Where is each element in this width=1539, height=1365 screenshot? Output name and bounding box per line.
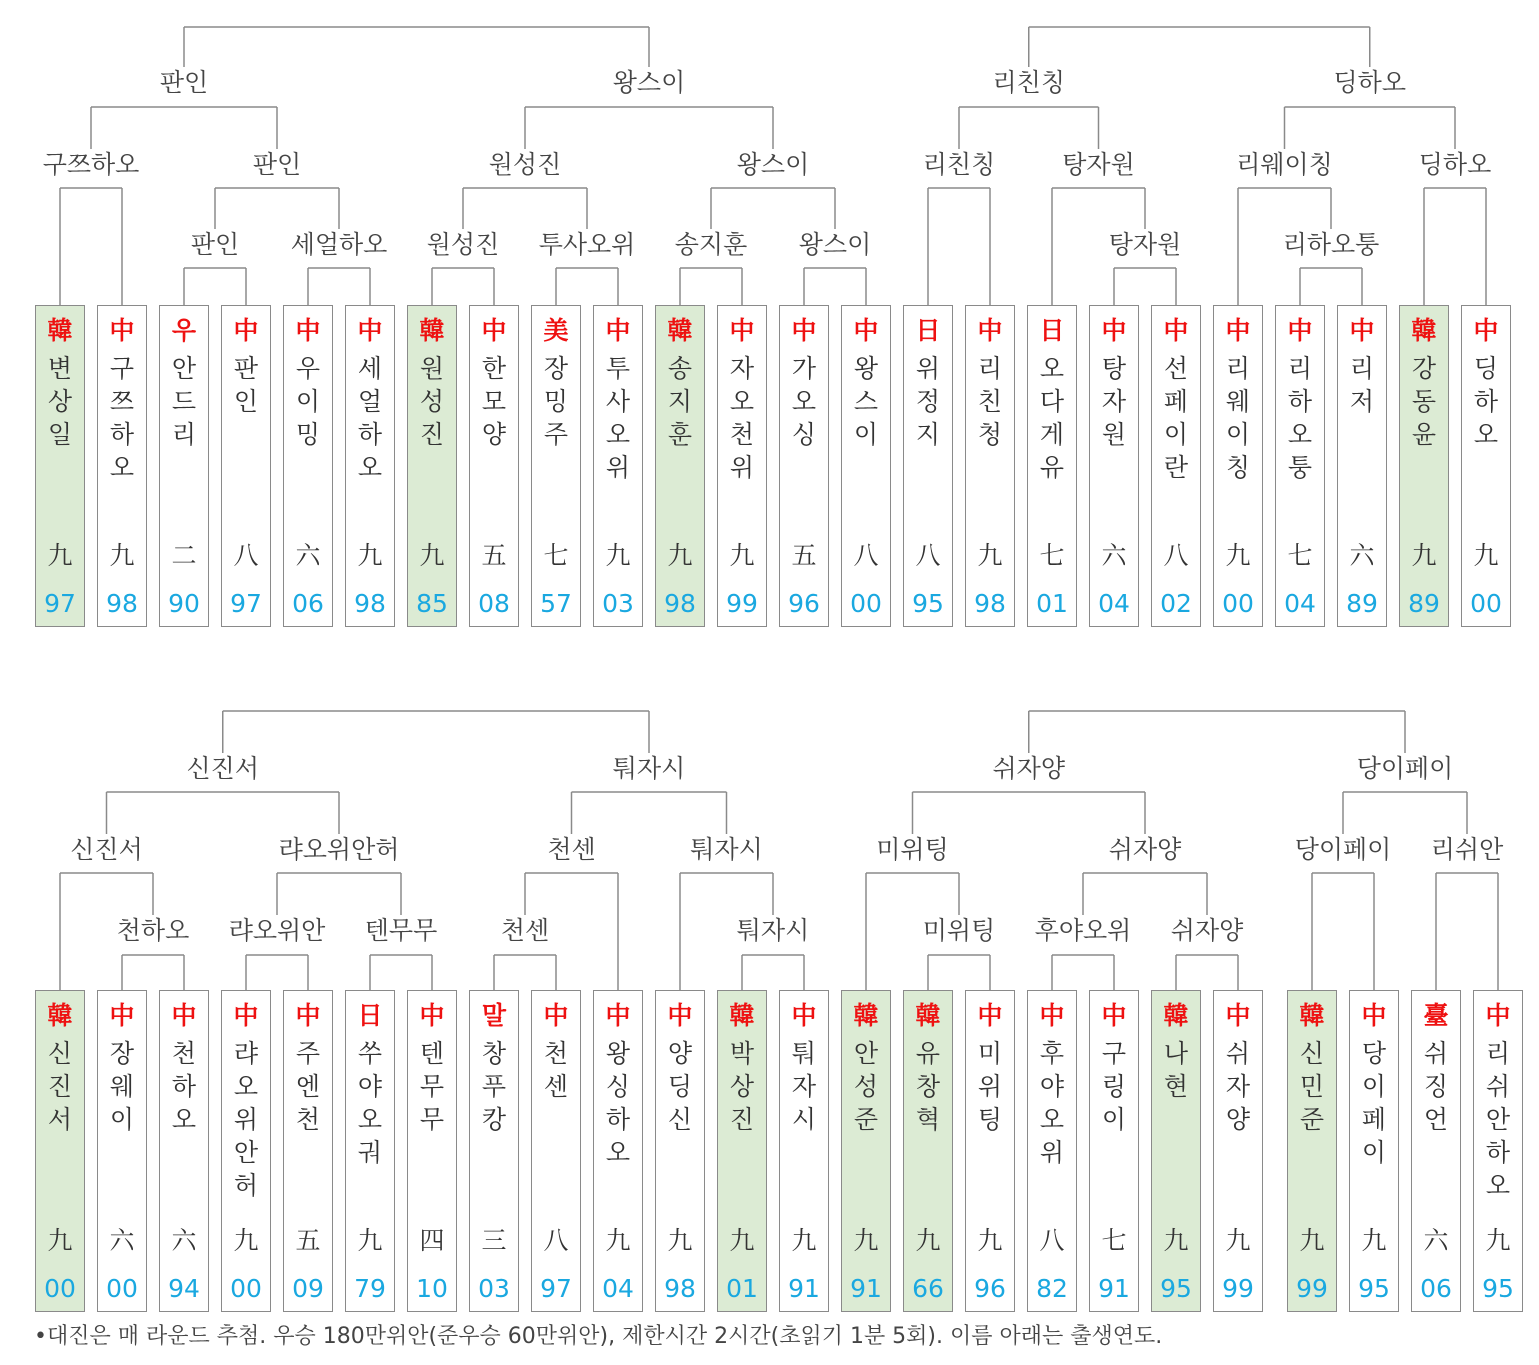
player-rank: 六	[109, 1226, 135, 1255]
player-card	[1411, 990, 1461, 1312]
player-rank: 九	[977, 541, 1003, 570]
player-rank: 七	[1287, 541, 1313, 570]
player-rank: 九	[419, 541, 445, 570]
player-rank: 九	[791, 1226, 817, 1255]
player-rank: 九	[109, 541, 135, 570]
player-name: 구 링 이	[1101, 1039, 1127, 1134]
country-flag: 우	[171, 316, 197, 345]
birth-year: 96	[788, 589, 820, 618]
birth-year: 00	[1222, 589, 1254, 618]
player-card	[1213, 990, 1263, 1312]
round2-winner: 당이페이	[1294, 835, 1392, 864]
player-card	[35, 305, 85, 627]
birth-year: 95	[912, 589, 944, 618]
player-rank: 九	[47, 1226, 73, 1255]
birth-year: 10	[416, 1274, 448, 1303]
player-name: 후 야 오 위	[1039, 1039, 1065, 1167]
round2-winner: 왕스이	[736, 150, 810, 179]
player-card	[965, 990, 1015, 1312]
round3-winner: 퉈자시	[612, 754, 686, 783]
country-flag: 臺	[1423, 1001, 1449, 1030]
player-card	[221, 305, 271, 627]
player-rank: 九	[729, 541, 755, 570]
country-flag: 中	[109, 316, 135, 345]
player-rank: 八	[543, 1226, 569, 1255]
round1-winner: 탕자원	[1108, 230, 1182, 259]
player-card	[841, 990, 891, 1312]
player-card	[1089, 305, 1139, 627]
player-card	[159, 305, 209, 627]
player-name: 세 얼 하 오	[357, 354, 383, 482]
player-card	[345, 990, 395, 1312]
birth-year: 96	[974, 1274, 1006, 1303]
player-card	[1349, 990, 1399, 1312]
birth-year: 99	[1296, 1274, 1328, 1303]
round2-winner: 리친칭	[922, 150, 996, 179]
round2-winner: 판인	[252, 150, 302, 179]
player-name: 우 이 밍	[295, 354, 321, 449]
round2-winner: 천센	[547, 835, 596, 864]
player-card	[1027, 990, 1077, 1312]
player-rank: 六	[295, 541, 321, 570]
round1-winner: 텐무무	[364, 916, 438, 945]
round1-winner: 천센	[500, 916, 550, 945]
country-flag: 中	[543, 1001, 569, 1030]
player-name: 가 오 싱	[791, 354, 817, 449]
player-name: 리 친 청	[977, 354, 1003, 449]
country-flag: 韓	[47, 1001, 73, 1030]
birth-year: 82	[1036, 1274, 1068, 1303]
player-card	[779, 305, 829, 627]
country-flag: 中	[481, 316, 507, 345]
player-rank: 九	[667, 541, 693, 570]
player-rank: 九	[1361, 1226, 1387, 1255]
player-rank: 五	[481, 541, 507, 570]
player-card	[779, 990, 829, 1312]
country-flag: 中	[233, 1001, 259, 1030]
birth-year: 66	[912, 1274, 944, 1303]
round2-winner: 구쯔하오	[42, 150, 140, 179]
birth-year: 97	[44, 589, 76, 618]
country-flag: 中	[233, 316, 259, 345]
player-card	[531, 990, 581, 1312]
round1-winner: 투사오위	[538, 230, 636, 259]
country-flag: 日	[357, 1001, 383, 1030]
country-flag: 말	[481, 1001, 507, 1030]
player-name: 쉬 징 언	[1423, 1039, 1449, 1134]
player-name: 안 드 리	[171, 354, 197, 449]
round2-winner: 딩하오	[1418, 150, 1492, 179]
player-name: 양 딩 신	[667, 1039, 693, 1134]
player-name: 강 동 윤	[1411, 354, 1437, 449]
round1-winner: 왕스이	[798, 230, 872, 259]
birth-year: 09	[292, 1274, 324, 1303]
player-card	[531, 305, 581, 627]
player-name: 퉈 자 시	[791, 1039, 817, 1134]
birth-year: 01	[1036, 589, 1068, 618]
round3-winner: 신진서	[186, 754, 259, 783]
player-rank: 九	[605, 1226, 631, 1255]
country-flag: 中	[977, 316, 1003, 345]
country-flag: 中	[1101, 1001, 1127, 1030]
player-rank: 九	[1225, 1226, 1251, 1255]
birth-year: 91	[788, 1274, 820, 1303]
player-name: 당 이 페 이	[1361, 1039, 1387, 1167]
player-name: 유 창 혁	[915, 1039, 941, 1134]
country-flag: 中	[1361, 1001, 1387, 1030]
player-name: 미 위 팅	[977, 1039, 1003, 1134]
player-card	[1275, 305, 1325, 627]
country-flag: 中	[853, 316, 879, 345]
player-card	[407, 305, 457, 627]
player-rank: 九	[853, 1226, 879, 1255]
country-flag: 韓	[729, 1001, 755, 1030]
player-name: 창 푸 캉	[481, 1039, 507, 1134]
player-name: 송 지 훈	[667, 354, 693, 449]
player-rank: 三	[481, 1226, 507, 1255]
player-rank: 九	[1299, 1226, 1325, 1255]
birth-year: 04	[1098, 589, 1130, 618]
player-name: 딩 하 오	[1473, 354, 1499, 449]
player-rank: 九	[357, 1226, 383, 1255]
player-name: 판 인	[233, 354, 259, 416]
player-card	[283, 990, 333, 1312]
player-card	[1151, 990, 1201, 1312]
player-card	[159, 990, 209, 1312]
country-flag: 中	[295, 1001, 321, 1030]
player-name: 구 쯔 하 오	[109, 354, 135, 482]
country-flag: 韓	[419, 316, 445, 345]
player-name: 신 진 서	[47, 1039, 73, 1134]
player-name: 선 페 이 란	[1163, 354, 1189, 482]
player-name: 천 하 오	[171, 1039, 197, 1134]
country-flag: 美	[543, 316, 569, 345]
player-rank: 九	[1163, 1226, 1189, 1255]
player-name: 위 정 지	[915, 354, 941, 449]
round3-winner: 판인	[159, 68, 209, 97]
player-name: 리 웨 이 칭	[1225, 354, 1251, 482]
player-name: 나 현	[1163, 1039, 1189, 1101]
player-rank: 九	[1473, 541, 1499, 570]
round1-winner: 원성진	[426, 230, 500, 259]
birth-year: 00	[1470, 589, 1502, 618]
country-flag: 中	[171, 1001, 197, 1030]
player-card	[35, 990, 85, 1312]
country-flag: 中	[729, 316, 755, 345]
country-flag: 中	[667, 1001, 693, 1030]
country-flag: 韓	[1163, 1001, 1189, 1030]
round3-winner: 왕스이	[612, 68, 686, 97]
player-card	[655, 305, 705, 627]
country-flag: 韓	[915, 1001, 941, 1030]
player-card	[283, 305, 333, 627]
round1-winner: 세얼하오	[290, 230, 388, 259]
player-card	[717, 990, 767, 1312]
country-flag: 韓	[1411, 316, 1437, 345]
country-flag: 中	[1225, 1001, 1251, 1030]
player-rank: 六	[1101, 541, 1127, 570]
country-flag: 韓	[1299, 1001, 1325, 1030]
country-flag: 韓	[47, 316, 73, 345]
birth-year: 98	[664, 1274, 696, 1303]
player-card	[1089, 990, 1139, 1312]
country-flag: 中	[1225, 316, 1251, 345]
round1-winner: 천하오	[116, 916, 190, 945]
player-name: 텐 무 무	[419, 1039, 445, 1134]
player-card	[1027, 305, 1077, 627]
player-name: 주 엔 천	[295, 1039, 321, 1134]
birth-year: 97	[540, 1274, 572, 1303]
player-rank: 九	[729, 1226, 755, 1255]
player-rank: 九	[1411, 541, 1437, 570]
player-rank: 四	[419, 1226, 445, 1255]
country-flag: 韓	[667, 316, 693, 345]
player-card	[407, 990, 457, 1312]
player-rank: 九	[605, 541, 631, 570]
birth-year: 98	[664, 589, 696, 618]
player-card	[1399, 305, 1449, 627]
birth-year: 06	[1420, 1274, 1452, 1303]
birth-year: 01	[726, 1274, 758, 1303]
birth-year: 00	[850, 589, 882, 618]
country-flag: 中	[1473, 316, 1499, 345]
round1-winner: 후야오위	[1034, 916, 1132, 945]
birth-year: 95	[1160, 1274, 1192, 1303]
player-card	[903, 990, 953, 1312]
player-card	[593, 990, 643, 1312]
player-rank: 七	[543, 541, 569, 570]
round2-winner: 리웨이칭	[1236, 150, 1333, 179]
birth-year: 04	[1284, 589, 1316, 618]
player-name: 자 오 천 위	[729, 354, 755, 482]
player-name: 원 성 진	[419, 354, 445, 449]
player-card	[1151, 305, 1201, 627]
birth-year: 99	[1222, 1274, 1254, 1303]
birth-year: 85	[416, 589, 448, 618]
player-card	[593, 305, 643, 627]
birth-year: 03	[602, 589, 634, 618]
country-flag: 中	[1287, 316, 1313, 345]
player-card	[469, 990, 519, 1312]
player-name: 리 저	[1349, 354, 1375, 416]
player-name: 변 상 일	[47, 354, 73, 449]
player-card	[345, 305, 395, 627]
player-rank: 九	[1225, 541, 1251, 570]
footnote: •대진은 매 라운드 추첨. 우승 180만위안(준우승 60만위안), 제한시간 2시간(초읽기 1분 5회). 이름 아래는 출생연도.	[34, 1324, 1163, 1349]
player-rank: 六	[1423, 1226, 1449, 1255]
country-flag: 中	[1039, 1001, 1065, 1030]
player-rank: 八	[1039, 1226, 1065, 1255]
player-card	[655, 990, 705, 1312]
birth-year: 94	[168, 1274, 200, 1303]
round2-winner: 원성진	[488, 150, 562, 179]
player-name: 투 사 오 위	[605, 354, 631, 482]
country-flag: 中	[791, 316, 817, 345]
country-flag: 中	[605, 316, 631, 345]
round1-winner: 송지훈	[674, 230, 748, 259]
country-flag: 中	[1349, 316, 1375, 345]
round1-winner: 리하오퉁	[1282, 230, 1380, 259]
round3-winner: 딩하오	[1333, 68, 1406, 97]
player-card	[841, 305, 891, 627]
birth-year: 95	[1482, 1274, 1514, 1303]
player-name: 안 성 준	[853, 1039, 879, 1134]
round3-winner: 쉬자양	[992, 754, 1065, 783]
country-flag: 中	[605, 1001, 631, 1030]
round1-winner: 랴오위안	[228, 916, 326, 945]
player-rank: 五	[295, 1226, 321, 1255]
round2-winner: 탕자원	[1062, 150, 1135, 179]
player-name: 리 쉬 안 하 오	[1485, 1039, 1511, 1200]
player-card	[1337, 305, 1387, 627]
round2-winner: 쉬자양	[1108, 835, 1182, 864]
round2-winner: 미위팅	[876, 835, 949, 864]
birth-year: 95	[1358, 1274, 1390, 1303]
birth-year: 91	[1098, 1274, 1130, 1303]
player-rank: 八	[1163, 541, 1189, 570]
player-name: 왕 싱 하 오	[605, 1039, 631, 1167]
round1-winner: 미위팅	[922, 916, 996, 945]
birth-year: 99	[726, 589, 758, 618]
player-rank: 九	[667, 1226, 693, 1255]
birth-year: 79	[354, 1274, 386, 1303]
country-flag: 中	[295, 316, 321, 345]
player-card	[717, 305, 767, 627]
player-card	[1287, 990, 1337, 1312]
country-flag: 中	[419, 1001, 445, 1030]
player-rank: 五	[791, 541, 817, 570]
birth-year: 00	[106, 1274, 138, 1303]
country-flag: 韓	[853, 1001, 879, 1030]
country-flag: 中	[1101, 316, 1127, 345]
birth-year: 89	[1408, 589, 1440, 618]
player-rank: 九	[977, 1226, 1003, 1255]
player-card	[1461, 305, 1511, 627]
birth-year: 00	[230, 1274, 262, 1303]
birth-year: 06	[292, 589, 324, 618]
country-flag: 中	[791, 1001, 817, 1030]
country-flag: 中	[109, 1001, 135, 1030]
country-flag: 中	[977, 1001, 1003, 1030]
birth-year: 04	[602, 1274, 634, 1303]
player-name: 장 밍 주	[543, 354, 569, 449]
player-rank: 六	[171, 1226, 197, 1255]
player-name: 오 다 게 유	[1039, 354, 1065, 482]
player-name: 장 웨 이	[109, 1039, 135, 1134]
birth-year: 03	[478, 1274, 510, 1303]
birth-year: 08	[478, 589, 510, 618]
player-card	[1213, 305, 1263, 627]
player-rank: 七	[1101, 1226, 1127, 1255]
birth-year: 97	[230, 589, 262, 618]
country-flag: 日	[915, 316, 941, 345]
round1-winner: 퉈자시	[736, 916, 810, 945]
round3-winner: 리친칭	[992, 68, 1065, 97]
player-card	[97, 305, 147, 627]
player-card	[469, 305, 519, 627]
player-card	[1473, 990, 1523, 1312]
round3-winner: 당이페이	[1356, 754, 1454, 783]
birth-year: 00	[44, 1274, 76, 1303]
birth-year: 98	[974, 589, 1006, 618]
player-name: 랴 오 위 안 허	[233, 1039, 259, 1200]
player-name: 한 모 양	[481, 354, 507, 449]
birth-year: 02	[1160, 589, 1192, 618]
country-flag: 中	[1163, 316, 1189, 345]
birth-year: 98	[354, 589, 386, 618]
birth-year: 89	[1346, 589, 1378, 618]
round2-winner: 퉈자시	[690, 835, 763, 864]
player-rank: 九	[1485, 1226, 1511, 1255]
player-rank: 六	[1349, 541, 1375, 570]
player-card	[97, 990, 147, 1312]
player-name: 천 센	[543, 1039, 569, 1101]
birth-year: 98	[106, 589, 138, 618]
player-name: 리 하 오 퉁	[1287, 354, 1313, 482]
birth-year: 57	[540, 589, 572, 618]
birth-year: 90	[168, 589, 200, 618]
round2-winner: 리쉬안	[1430, 835, 1504, 864]
round2-winner: 신진서	[70, 835, 143, 864]
player-card	[903, 305, 953, 627]
player-name: 탕 자 원	[1101, 354, 1127, 449]
player-rank: 九	[47, 541, 73, 570]
player-rank: 八	[853, 541, 879, 570]
player-rank: 七	[1039, 541, 1065, 570]
country-flag: 中	[1485, 1001, 1511, 1030]
round2-winner: 랴오위안허	[278, 835, 400, 864]
player-rank: 九	[357, 541, 383, 570]
player-rank: 八	[915, 541, 941, 570]
round1-winner: 쉬자양	[1170, 916, 1244, 945]
country-flag: 日	[1039, 316, 1065, 345]
player-card	[965, 305, 1015, 627]
player-name: 신 민 준	[1299, 1039, 1325, 1134]
birth-year: 91	[850, 1274, 882, 1303]
player-rank: 九	[915, 1226, 941, 1255]
player-name: 쑤 야 오 궈	[357, 1039, 383, 1167]
round1-winner: 판인	[190, 230, 240, 259]
player-name: 박 상 진	[729, 1039, 755, 1134]
player-name: 왕 스 이	[853, 354, 879, 449]
player-card	[221, 990, 271, 1312]
player-rank: 二	[171, 541, 197, 570]
player-rank: 八	[233, 541, 259, 570]
player-rank: 九	[233, 1226, 259, 1255]
country-flag: 中	[357, 316, 383, 345]
player-name: 쉬 자 양	[1225, 1039, 1251, 1134]
